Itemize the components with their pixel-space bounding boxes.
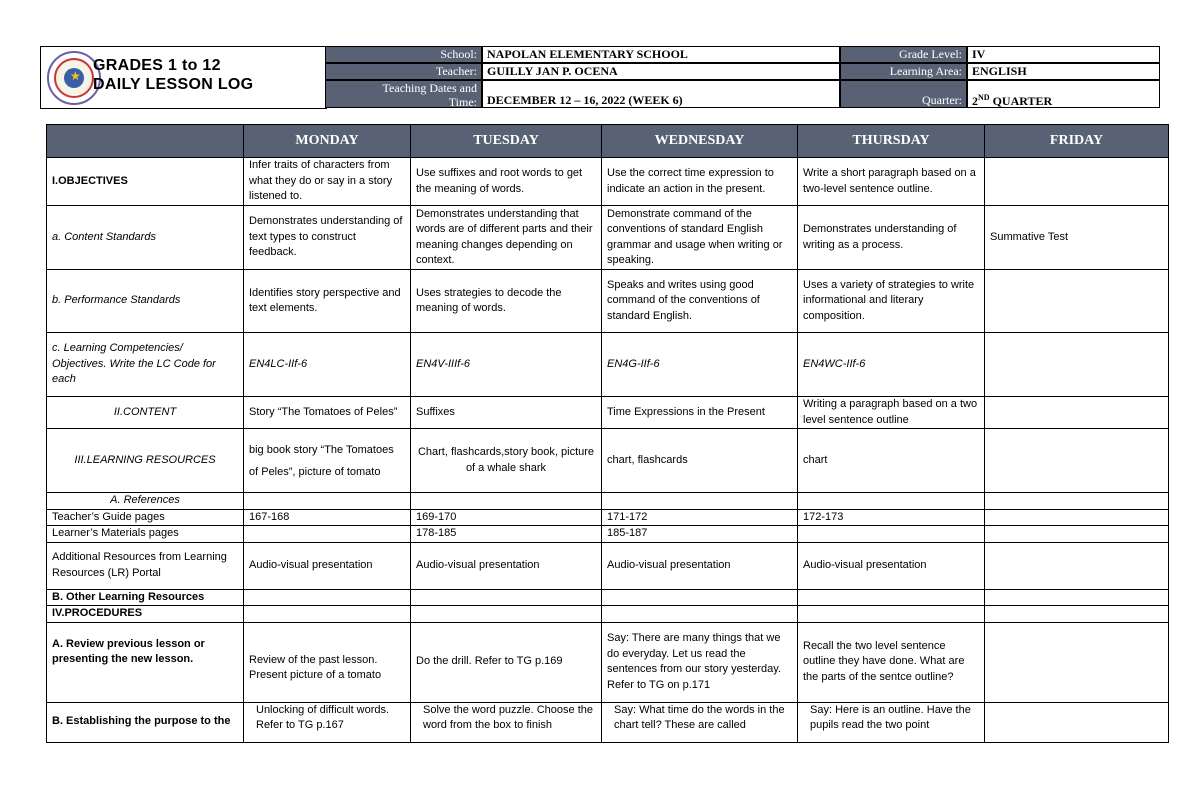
table-cell: Infer traits of characters from what they do or say in a story listened to. <box>244 158 411 206</box>
table-cell: EN4G-IIf-6 <box>602 333 798 397</box>
table-row <box>47 333 1169 397</box>
table-cell <box>985 493 1169 510</box>
table-cell: Say: Here is an outline. Have the pupils read the two point <box>798 702 985 742</box>
table-cell: Demonstrates understanding of writing as a process. <box>798 206 985 270</box>
row-label: a. Content Standards <box>47 206 244 270</box>
table-cell: EN4WC-IIf-6 <box>798 333 985 397</box>
table-row <box>47 622 1169 702</box>
table-row <box>47 270 1169 333</box>
corner-cell <box>47 125 244 158</box>
teacher-value: GUILLY JAN P. OCENA <box>482 63 840 80</box>
day-header-row <box>47 125 1169 158</box>
table-cell: 171-172 <box>602 509 798 526</box>
table-cell: Audio-visual presentation <box>798 542 985 589</box>
table-cell: Use the correct time expression to indicate an action in the present. <box>602 158 798 206</box>
table-cell: Story “The Tomatoes of Peles” <box>244 397 411 429</box>
table-row <box>47 206 1169 270</box>
table-cell: 172-173 <box>798 509 985 526</box>
table-cell: Demonstrates understanding that words are of different parts and their meaning changes depending on context. <box>411 206 602 270</box>
doc-title-line2: DAILY LESSON LOG <box>93 76 254 93</box>
table-cell <box>985 542 1169 589</box>
table-cell: Demonstrate command of the conventions of standard English grammar and usage when writing or speaking. <box>602 206 798 270</box>
lesson-log-table <box>46 124 1169 743</box>
table-cell: 169-170 <box>411 509 602 526</box>
table-cell: Suffixes <box>411 397 602 429</box>
dates-label-line1: Teaching Dates and <box>382 81 477 95</box>
table-cell <box>985 429 1169 493</box>
table-cell <box>244 589 411 606</box>
area-value: ENGLISH <box>967 63 1160 80</box>
table-cell: Use suffixes and root words to get the meaning of words. <box>411 158 602 206</box>
table-cell: Speaks and writes using good command of the conventions of standard English. <box>602 270 798 333</box>
table-cell <box>985 333 1169 397</box>
table-cell: chart, flashcards <box>602 429 798 493</box>
table-cell <box>985 606 1169 623</box>
deped-seal-icon: ★ <box>47 51 101 105</box>
table-cell <box>798 493 985 510</box>
area-label: Learning Area: <box>840 63 967 80</box>
table-cell: Audio-visual presentation <box>602 542 798 589</box>
table-row <box>47 397 1169 429</box>
title-box <box>40 46 327 109</box>
table-cell: Summative Test <box>985 206 1169 270</box>
table-cell: Solve the word puzzle. Choose the word from the box to finish <box>411 702 602 742</box>
table-cell: Recall the two level sentence outline they have done. What are the parts of the sentce outline? <box>798 622 985 702</box>
row-label: c. Learning Competencies/ Objectives. Write the LC Code for each <box>47 333 244 397</box>
row-label: A. Review previous lesson or presenting the new lesson. <box>47 622 244 702</box>
dates-label-line2: Time: <box>448 95 477 109</box>
table-cell <box>798 526 985 543</box>
table-cell <box>985 509 1169 526</box>
table-cell <box>985 526 1169 543</box>
table-cell: EN4V-IIIf-6 <box>411 333 602 397</box>
table-cell: Unlocking of difficult words. Refer to TG p.167 <box>244 702 411 742</box>
dates-value: DECEMBER 12 – 16, 2022 (WEEK 6) <box>482 80 840 108</box>
table-cell <box>985 589 1169 606</box>
table-cell: Time Expressions in the Present <box>602 397 798 429</box>
table-cell <box>244 493 411 510</box>
row-label: III.LEARNING RESOURCES <box>47 429 244 493</box>
table-cell <box>985 622 1169 702</box>
table-cell <box>985 270 1169 333</box>
table-row <box>47 429 1169 493</box>
day-header: MONDAY <box>244 125 411 158</box>
table-cell: Identifies story perspective and text elements. <box>244 270 411 333</box>
row-label: B. Other Learning Resources <box>47 589 244 606</box>
school-value: NAPOLAN ELEMENTARY SCHOOL <box>482 46 840 63</box>
table-cell: Writing a paragraph based on a two level sentence outline <box>798 397 985 429</box>
table-cell <box>985 158 1169 206</box>
table-cell: Demonstrates understanding of text types to construct feedback. <box>244 206 411 270</box>
table-cell: Audio-visual presentation <box>411 542 602 589</box>
row-label: IV.PROCEDURES <box>47 606 244 623</box>
row-label: II.CONTENT <box>47 397 244 429</box>
quarter-value <box>967 80 1160 108</box>
table-cell: Audio-visual presentation <box>244 542 411 589</box>
table-row <box>47 606 1169 623</box>
table-cell <box>985 397 1169 429</box>
table-cell: Uses a variety of strategies to write informational and literary composition. <box>798 270 985 333</box>
header <box>40 46 1160 109</box>
table-cell <box>411 493 602 510</box>
table-cell: 178-185 <box>411 526 602 543</box>
table-cell <box>244 606 411 623</box>
row-label: A. References <box>47 493 244 510</box>
quarter-text: QUARTER <box>989 94 1053 108</box>
table-cell <box>798 606 985 623</box>
day-header: THURSDAY <box>798 125 985 158</box>
row-label: Learner’s Materials pages <box>47 526 244 543</box>
doc-title-line1: GRADES 1 to 12 <box>93 57 221 74</box>
table-cell: EN4LC-IIf-6 <box>244 333 411 397</box>
dates-label <box>325 80 482 108</box>
table-row <box>47 589 1169 606</box>
table-cell: chart <box>798 429 985 493</box>
table-cell <box>411 589 602 606</box>
table-cell: Write a short paragraph based on a two-level sentence outline. <box>798 158 985 206</box>
table-cell: 167-168 <box>244 509 411 526</box>
table-cell <box>411 606 602 623</box>
table-cell: big book story “The Tomatoes of Peles”, picture of tomato <box>244 429 411 493</box>
row-label: B. Establishing the purpose to the <box>47 702 244 742</box>
table-row <box>47 526 1169 543</box>
table-row <box>47 158 1169 206</box>
row-label: I.OBJECTIVES <box>47 158 244 206</box>
table-cell: Uses strategies to decode the meaning of words. <box>411 270 602 333</box>
table-cell: Review of the past lesson. Present picture of a tomato <box>244 622 411 702</box>
table-cell <box>602 606 798 623</box>
grade-value: IV <box>967 46 1160 63</box>
school-label: School: <box>325 46 482 63</box>
quarter-number: 2 <box>972 94 978 108</box>
row-label: Additional Resources from Learning Resources (LR) Portal <box>47 542 244 589</box>
table-row <box>47 509 1169 526</box>
table-cell: Chart, flashcards,story book, picture of a whale shark <box>411 429 602 493</box>
table-cell: Say: There are many things that we do everyday. Let us read the sentences from our story yesterday. Refer to TG on p.171 <box>602 622 798 702</box>
table-cell <box>985 702 1169 742</box>
teacher-label: Teacher: <box>325 63 482 80</box>
quarter-label: Quarter: <box>840 80 967 108</box>
day-header: WEDNESDAY <box>602 125 798 158</box>
table-cell: Say: What time do the words in the chart tell? These are called <box>602 702 798 742</box>
table-cell <box>602 493 798 510</box>
table-row <box>47 542 1169 589</box>
row-label: Teacher’s Guide pages <box>47 509 244 526</box>
table-cell <box>798 589 985 606</box>
grade-label: Grade Level: <box>840 46 967 63</box>
table-row <box>47 702 1169 742</box>
table-cell <box>244 526 411 543</box>
row-label: b. Performance Standards <box>47 270 244 333</box>
quarter-suffix: ND <box>978 93 990 102</box>
day-header: FRIDAY <box>985 125 1169 158</box>
table-cell: Do the drill. Refer to TG p.169 <box>411 622 602 702</box>
table-row <box>47 493 1169 510</box>
day-header: TUESDAY <box>411 125 602 158</box>
table-cell <box>602 589 798 606</box>
table-cell: 185-187 <box>602 526 798 543</box>
